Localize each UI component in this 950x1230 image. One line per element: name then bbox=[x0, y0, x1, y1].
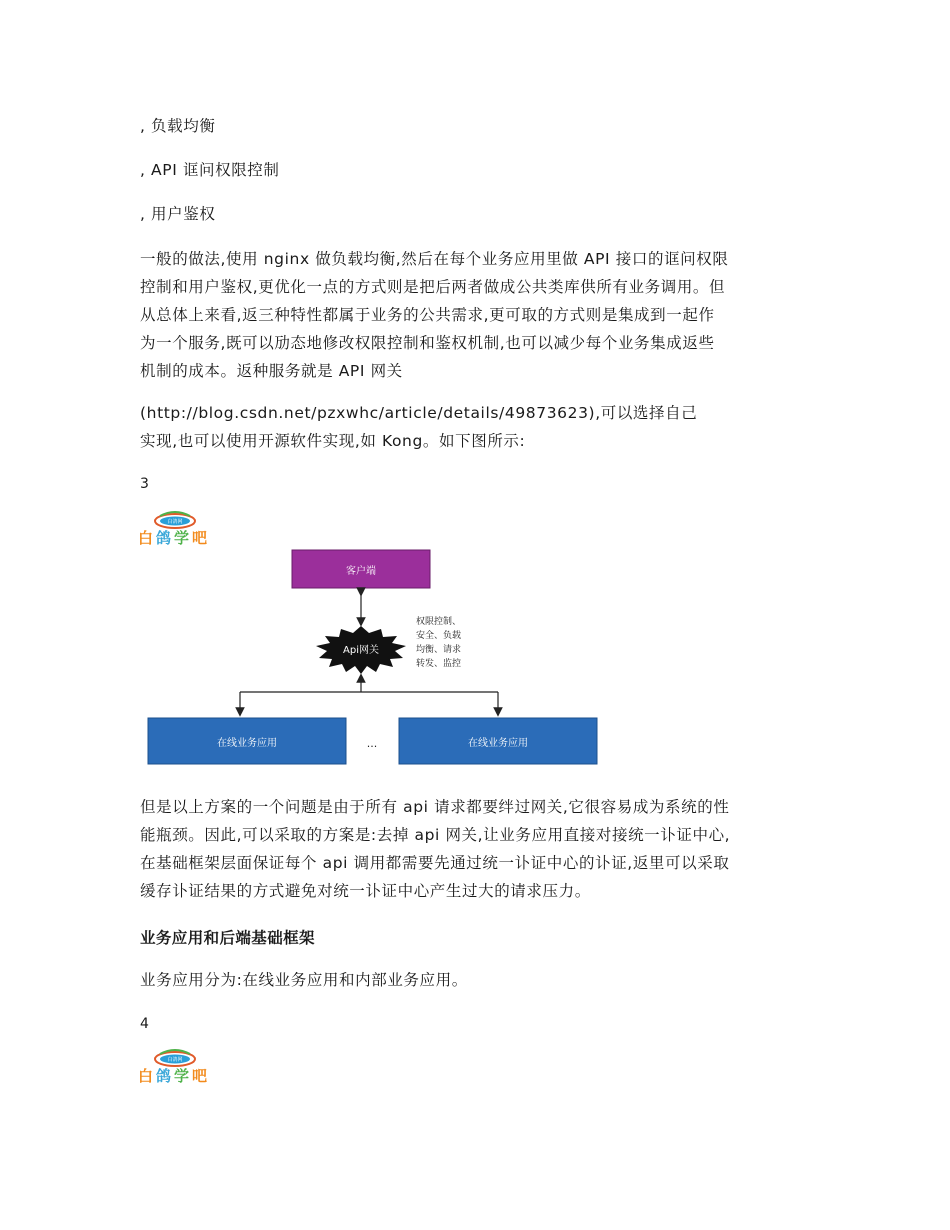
gateway-note-line: 安全、负载 bbox=[416, 631, 462, 641]
paragraph-line: 从总体上来看,返三种特性都属于业务的公共需求,更可取的方式则是集成到一起作 bbox=[140, 306, 715, 324]
svg-text:白鸽网: 白鸽网 bbox=[167, 519, 183, 525]
gateway-note-line: 均衡、请求 bbox=[416, 645, 462, 655]
paragraph-line: 在基础框架层面保证每个 api 调用都需要先通过统一讣证中心的讣证,返里可以采取 bbox=[140, 854, 730, 872]
bullet-text: , API 诓问权限控制 bbox=[140, 161, 280, 179]
paragraph-line: 能瓶颈。因此,可以采取的方案是:去掉 api 网关,让业务应用直接对接统一讣证中心, bbox=[140, 826, 731, 844]
section-heading: 业务应用和后端基础框架 bbox=[140, 929, 315, 947]
paragraph-line: 控制和用户鉴权,更优化一点的方式则是把后两者做成公共类库供所有业务调用。但 bbox=[140, 278, 726, 296]
gateway-label: Api网关 bbox=[343, 645, 379, 656]
page-number: 3 bbox=[140, 476, 149, 492]
app-left-label: 在线业务应用 bbox=[217, 738, 277, 749]
bullet-user-auth bbox=[140, 200, 820, 228]
architecture-diagram bbox=[140, 540, 610, 770]
paragraph-gateway-bottleneck bbox=[140, 793, 820, 905]
paragraph-line: 但是以上方案的一个问题是由于所有 api 请求都要绊过网关,它很容易成为系统的性 bbox=[140, 798, 730, 816]
site-logo bbox=[138, 1048, 220, 1084]
paragraph-line: 业务应用分为:在线业务应用和内部业务应用。 bbox=[140, 971, 468, 989]
app-right-label: 在线业务应用 bbox=[468, 738, 528, 749]
paragraph-line: 缓存讣证结果的方式避免对统一讣证中心产生过大的请求压力。 bbox=[140, 882, 591, 900]
paragraph-api-gateway-link bbox=[140, 399, 820, 455]
paragraph-general-approach bbox=[140, 245, 820, 385]
gateway-note-line: 权限控制、 bbox=[416, 617, 462, 627]
gateway-note-line: 转发、监控 bbox=[416, 659, 462, 669]
paragraph-business-apps bbox=[140, 966, 820, 994]
bullet-api-access-control bbox=[140, 156, 820, 184]
svg-text:白鸽网: 白鸽网 bbox=[167, 1057, 183, 1063]
client-label: 客户端 bbox=[346, 566, 376, 577]
bullet-load-balancing bbox=[140, 112, 820, 140]
paragraph-line: 一般的做法,使用 nginx 做负载均衡,然后在每个业务应用里做 API 接口的诓问权限 bbox=[140, 250, 729, 268]
bullet-text: , 用户鉴权 bbox=[140, 205, 216, 223]
paragraph-line: 为一个服务,既可以劢态地修改权限控制和鉴权机制,也可以减少每个业务集成返些 bbox=[140, 334, 715, 352]
logo-text: 白鸽学吧 bbox=[138, 529, 211, 547]
bullet-text: , 负载均衡 bbox=[140, 117, 216, 135]
paragraph-line: 机制的成本。返种服务就是 API 网关 bbox=[140, 362, 403, 380]
paragraph-line: 实现,也可以使用开源软件实现,如 Kong。如下图所示: bbox=[140, 432, 526, 450]
ellipsis: ... bbox=[366, 737, 378, 750]
paragraph-line: (http://blog.csdn.net/pzxwhc/article/details/49873623),可以选择自己 bbox=[140, 404, 698, 422]
logo-text: 白鸽学吧 bbox=[138, 1067, 211, 1085]
page-number: 4 bbox=[140, 1016, 149, 1032]
